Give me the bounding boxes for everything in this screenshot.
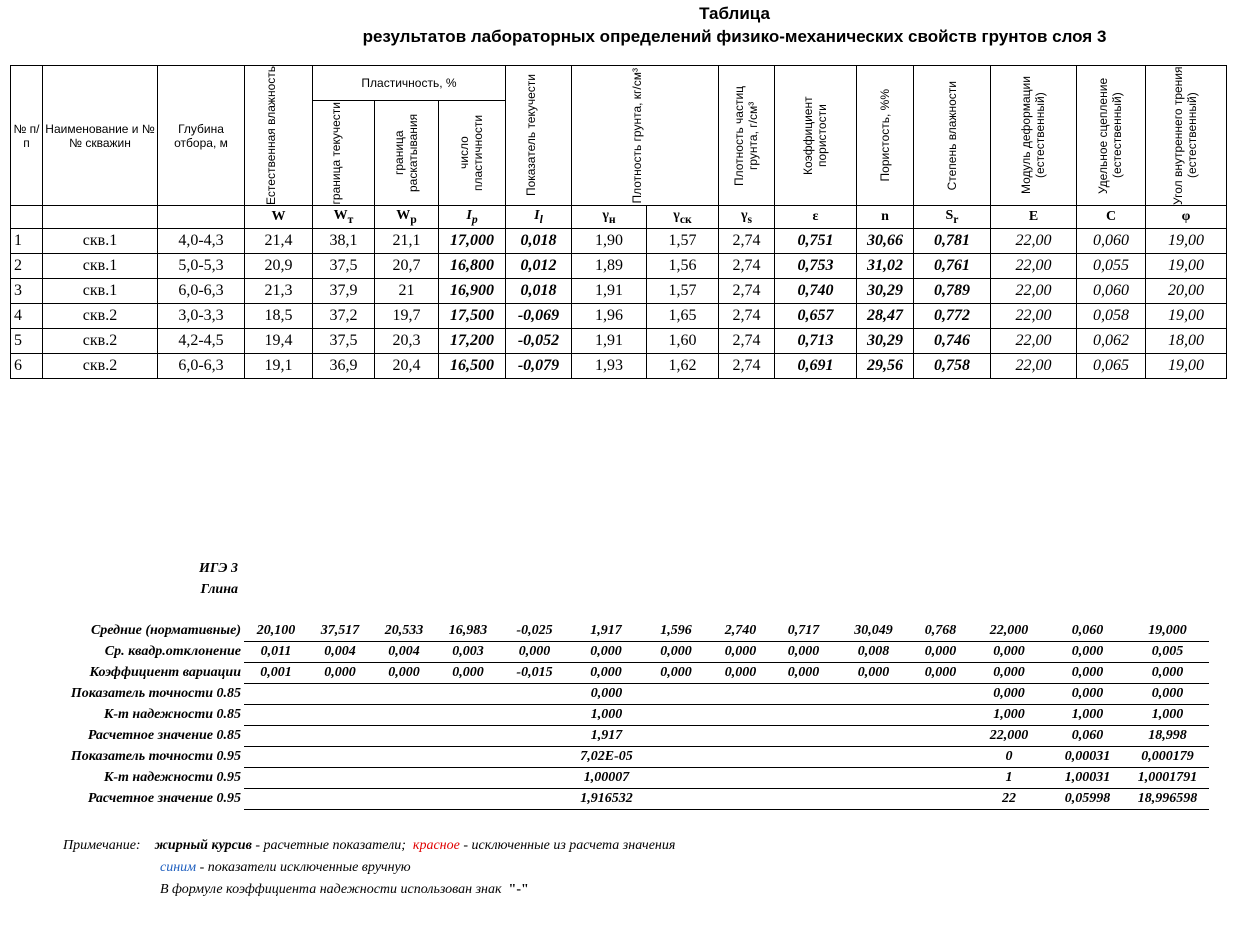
stats-value: 0,768: [912, 621, 969, 642]
stats-value: 0,000: [1049, 642, 1126, 663]
table-cell: 4: [11, 304, 43, 329]
table-cell: 30,66: [857, 229, 914, 254]
stats-value: 16,983: [436, 621, 500, 642]
table-cell: 22,00: [991, 304, 1077, 329]
table-cell: 20,7: [375, 254, 439, 279]
stats-value: -0,025: [500, 621, 569, 642]
table-cell: 16,800: [439, 254, 506, 279]
sym-il: $I_l$: [506, 206, 572, 229]
table-cell: 1,57: [647, 279, 719, 304]
table-cell: 0,065: [1077, 354, 1146, 379]
table-cell: -0,069: [506, 304, 572, 329]
table-cell: 1,65: [647, 304, 719, 329]
table-cell: 6,0-6,3: [158, 354, 245, 379]
stats-row: [10, 726, 1209, 747]
stats-value: 0,000: [709, 663, 772, 684]
table-cell: 20,00: [1146, 279, 1227, 304]
header-cohesion: Удельное сцепление (естественный): [1077, 66, 1146, 206]
stats-label: Средние (нормативные): [90, 623, 241, 639]
note-prefix: Примечание:: [63, 838, 141, 853]
stats-density-value: 7,02E-05: [244, 747, 969, 768]
header-particle-density: Плотность частиц грунта, г/см³: [719, 66, 775, 206]
table-cell: 6,0-6,3: [158, 279, 245, 304]
table-cell: 5,0-5,3: [158, 254, 245, 279]
table-cell: 6: [11, 354, 43, 379]
table-cell: 19,4: [245, 329, 313, 354]
stats-value: 1,917: [569, 621, 643, 642]
stats-row: [10, 663, 1209, 684]
table-row: [11, 329, 1227, 354]
stats-value: 22,000: [969, 621, 1049, 642]
table-cell: скв.1: [43, 279, 158, 304]
table-cell: 1,96: [572, 304, 647, 329]
sym-gs: $\gamma_s$: [719, 206, 775, 229]
stats-label: Расчетное значение 0.85: [87, 728, 241, 743]
stats-label: К-т надежности 0.95: [103, 770, 241, 785]
header-porosity-coef: Коэффициент пористости: [775, 66, 857, 206]
stats-value: 0,005: [1126, 642, 1209, 663]
stats-value: 18,998: [1126, 726, 1209, 747]
stats-value: 19,000: [1126, 621, 1209, 642]
table-cell: 19,1: [245, 354, 313, 379]
stats-value: 0,717: [772, 621, 835, 642]
stats-value: 0,000: [709, 642, 772, 663]
table-cell: 1,91: [572, 279, 647, 304]
table-cell: 37,2: [313, 304, 375, 329]
table-cell: 19,00: [1146, 254, 1227, 279]
results-table: [10, 65, 1227, 379]
table-cell: 37,5: [313, 329, 375, 354]
stats-value: 0,000: [772, 663, 835, 684]
table-cell: 22,00: [991, 354, 1077, 379]
stats-label: Ср. квадр.отклонение: [104, 644, 241, 659]
table-cell: 0,740: [775, 279, 857, 304]
table-cell: -0,052: [506, 329, 572, 354]
table-cell: 0,758: [914, 354, 991, 379]
stats-value: 0,000: [500, 642, 569, 663]
note-formula: В формуле коэффициента надежности использован знак: [160, 882, 502, 897]
note-red-desc: - исключенные из расчета значения: [459, 838, 676, 853]
table-cell: 21: [375, 279, 439, 304]
table-cell: 0,713: [775, 329, 857, 354]
table-cell: 0,060: [1077, 229, 1146, 254]
table-cell: 21,3: [245, 279, 313, 304]
note-line-1: [63, 838, 675, 854]
table-cell: 29,56: [857, 354, 914, 379]
table-cell: 28,47: [857, 304, 914, 329]
sym-C: C: [1077, 206, 1146, 229]
header-wp: граница раскатывания: [375, 101, 439, 206]
table-cell: 1,91: [572, 329, 647, 354]
stats-value: 0,000: [969, 684, 1049, 705]
stats-value: 0,000: [372, 663, 436, 684]
table-cell: 0,772: [914, 304, 991, 329]
table-cell: 0,781: [914, 229, 991, 254]
stats-value: 30,049: [835, 621, 912, 642]
table-cell: 17,200: [439, 329, 506, 354]
table-cell: 2,74: [719, 329, 775, 354]
header-num: № п/п: [11, 66, 43, 206]
table-cell: 3,0-3,3: [158, 304, 245, 329]
table-cell: 22,00: [991, 329, 1077, 354]
table-cell: 4,0-4,3: [158, 229, 245, 254]
table-cell: 0,761: [914, 254, 991, 279]
table-cell: 0,012: [506, 254, 572, 279]
stats-value: 0,000: [772, 642, 835, 663]
stats-value: 22: [969, 789, 1049, 810]
table-cell: 0,751: [775, 229, 857, 254]
table-cell: 0,055: [1077, 254, 1146, 279]
stats-label: Расчетное значение 0.95: [87, 791, 241, 806]
note-blue-desc: - показатели исключенные вручную: [196, 860, 411, 875]
stats-value: 20,100: [244, 621, 308, 642]
stats-value: 22,000: [969, 726, 1049, 747]
table-cell: 2,74: [719, 254, 775, 279]
sym-E: E: [991, 206, 1077, 229]
table-cell: 1,56: [647, 254, 719, 279]
stats-value: 18,996598: [1126, 789, 1209, 810]
stats-density-value: 1,917: [244, 726, 969, 747]
header-il: Показатель текучести: [506, 66, 572, 206]
stats-value: 0,000: [835, 663, 912, 684]
header-ip: число пластичности: [439, 101, 506, 206]
stats-value: 0,000: [912, 642, 969, 663]
stats-value: 0,05998: [1049, 789, 1126, 810]
table-cell: 21,4: [245, 229, 313, 254]
header-well: Наименование и №№ скважин: [43, 66, 158, 206]
header-plasticity: Пластичность, %: [313, 66, 506, 101]
table-cell: 20,3: [375, 329, 439, 354]
table-cell: 0,691: [775, 354, 857, 379]
stats-value: 0,000: [643, 663, 709, 684]
note-sign: "-": [508, 882, 529, 897]
stats-row: [10, 705, 1209, 726]
stats-value: 0,000179: [1126, 747, 1209, 768]
table-cell: 1,90: [572, 229, 647, 254]
stats-value: 1,0001791: [1126, 768, 1209, 789]
table-subtitle: результатов лабораторных определений физико-механических свойств грунтов слоя 3: [362, 27, 1107, 46]
table-cell: 0,018: [506, 229, 572, 254]
table-row: [11, 304, 1227, 329]
stats-row: [10, 768, 1209, 789]
stats-value: 0,060: [1049, 726, 1126, 747]
stats-row: [10, 642, 1209, 663]
stats-row: [10, 747, 1209, 768]
stats-density-value: 1,000: [244, 705, 969, 726]
stats-value: 0,004: [308, 642, 372, 663]
sym-ip: $I_p$: [439, 206, 506, 229]
stats-value: 0,000: [569, 663, 643, 684]
table-cell: 2: [11, 254, 43, 279]
stats-value: 0,000: [969, 642, 1049, 663]
header-porosity: Пористость, %%: [857, 66, 914, 206]
table-cell: 1,62: [647, 354, 719, 379]
stats-value: 1,000: [1126, 705, 1209, 726]
stats-value: 37,517: [308, 621, 372, 642]
stats-value: 0,000: [912, 663, 969, 684]
table-cell: 22,00: [991, 279, 1077, 304]
table-cell: 19,00: [1146, 229, 1227, 254]
stats-value: -0,015: [500, 663, 569, 684]
table-cell: 0,657: [775, 304, 857, 329]
table-cell: скв.1: [43, 254, 158, 279]
table-cell: 38,1: [313, 229, 375, 254]
table-cell: 1,60: [647, 329, 719, 354]
header-depth: Глубина отбора, м: [158, 66, 245, 206]
stats-value: 1,000: [1049, 705, 1126, 726]
table-cell: 19,00: [1146, 354, 1227, 379]
header-saturation: Степень влажности: [914, 66, 991, 206]
table-row: [11, 229, 1227, 254]
table-cell: 1: [11, 229, 43, 254]
stats-value: 0: [969, 747, 1049, 768]
table-cell: 2,74: [719, 354, 775, 379]
stats-value: 0,000: [969, 663, 1049, 684]
stats-label: Показатель точности 0.85: [70, 686, 241, 701]
stats-value: 0,000: [1126, 663, 1209, 684]
stats-label: Коэффициент вариации: [89, 665, 241, 680]
table-cell: -0,079: [506, 354, 572, 379]
table-cell: 0,058: [1077, 304, 1146, 329]
stats-value: 0,000: [436, 663, 500, 684]
note-bold-text: жирный курсив: [154, 838, 252, 853]
table-cell: 17,000: [439, 229, 506, 254]
stats-value: 0,000: [569, 642, 643, 663]
stats-value: 0,003: [436, 642, 500, 663]
table-row: [11, 279, 1227, 304]
header-wl: граница текучести: [313, 101, 375, 206]
note-blue-text: синим: [160, 860, 197, 875]
table-cell: скв.2: [43, 354, 158, 379]
sym-sr: $S_r$: [914, 206, 991, 229]
table-cell: 0,753: [775, 254, 857, 279]
stats-row: [10, 621, 1209, 642]
table-cell: скв.2: [43, 329, 158, 354]
stats-label: Показатель точности 0.95: [70, 749, 241, 764]
stats-value: 0,000: [1126, 684, 1209, 705]
table-cell: 20,9: [245, 254, 313, 279]
stats-value: 0,000: [643, 642, 709, 663]
stats-value: 1: [969, 768, 1049, 789]
stats-value: 0,008: [835, 642, 912, 663]
note-line-3: [160, 882, 529, 898]
stats-row: [10, 684, 1209, 705]
table-cell: 30,29: [857, 279, 914, 304]
table-cell: 37,5: [313, 254, 375, 279]
table-cell: 3: [11, 279, 43, 304]
table-cell: 1,93: [572, 354, 647, 379]
header-density: Плотность грунта, кг/см³: [572, 66, 719, 206]
stats-value: 1,000: [969, 705, 1049, 726]
sym-n: n: [857, 206, 914, 229]
stats-density-value: 0,000: [244, 684, 969, 705]
table-cell: 1,89: [572, 254, 647, 279]
table-cell: 16,900: [439, 279, 506, 304]
header-modulus: Модуль деформации (естественный): [991, 66, 1077, 206]
stats-value: 0,00031: [1049, 747, 1126, 768]
table-cell: 0,060: [1077, 279, 1146, 304]
table-cell: 19,7: [375, 304, 439, 329]
table-row: [11, 354, 1227, 379]
sym-phi: φ: [1146, 206, 1227, 229]
table-cell: 0,018: [506, 279, 572, 304]
stats-value: 2,740: [709, 621, 772, 642]
stats-value: 1,00031: [1049, 768, 1126, 789]
table-cell: 21,1: [375, 229, 439, 254]
symbol-row: [11, 206, 1227, 229]
stats-value: 0,001: [244, 663, 308, 684]
soil-type-label: Глина: [200, 582, 238, 597]
table-cell: 18,5: [245, 304, 313, 329]
ige-label: ИГЭ 3: [199, 561, 238, 576]
table-cell: 18,00: [1146, 329, 1227, 354]
stats-value: 0,000: [1049, 684, 1126, 705]
header-friction: Угол внутреннего трения (естественный): [1146, 66, 1227, 206]
table-cell: 2,74: [719, 229, 775, 254]
table-cell: 30,29: [857, 329, 914, 354]
note-bold-desc: - расчетные показатели;: [251, 838, 406, 853]
header-w: Естественная влажность: [245, 66, 313, 206]
table-cell: 19,00: [1146, 304, 1227, 329]
table-cell: 17,500: [439, 304, 506, 329]
sym-w: W: [245, 206, 313, 229]
note-red-text: красное: [412, 838, 460, 853]
stats-value: 1,596: [643, 621, 709, 642]
stats-value: 0,000: [1049, 663, 1126, 684]
table-cell: 22,00: [991, 254, 1077, 279]
table-cell: 4,2-4,5: [158, 329, 245, 354]
stats-density-value: 1,916532: [244, 789, 969, 810]
table-cell: скв.1: [43, 229, 158, 254]
table-cell: 20,4: [375, 354, 439, 379]
sym-gsk: $\gamma_{ск}$: [647, 206, 719, 229]
table-title: Таблица: [699, 4, 770, 23]
table-cell: 31,02: [857, 254, 914, 279]
stats-value: 0,000: [308, 663, 372, 684]
table-cell: 16,500: [439, 354, 506, 379]
stats-label: К-т надежности 0.85: [103, 707, 241, 722]
table-cell: 5: [11, 329, 43, 354]
sym-e: ε: [775, 206, 857, 229]
note-line-2: [160, 860, 411, 876]
table-cell: скв.2: [43, 304, 158, 329]
stats-density-value: 1,00007: [244, 768, 969, 789]
table-cell: 22,00: [991, 229, 1077, 254]
stats-value: 0,004: [372, 642, 436, 663]
stats-value: 20,533: [372, 621, 436, 642]
sym-wl: $W_т$: [313, 206, 375, 229]
statistics-table: [10, 621, 1209, 810]
table-cell: 0,062: [1077, 329, 1146, 354]
sym-wp: $W_p$: [375, 206, 439, 229]
stats-row: [10, 789, 1209, 810]
sym-gn: $\gamma_н$: [572, 206, 647, 229]
table-cell: 37,9: [313, 279, 375, 304]
stats-value: 0,011: [244, 642, 308, 663]
stats-value: 0,060: [1049, 621, 1126, 642]
table-cell: 2,74: [719, 279, 775, 304]
table-cell: 2,74: [719, 304, 775, 329]
table-row: [11, 254, 1227, 279]
table-cell: 36,9: [313, 354, 375, 379]
table-cell: 0,746: [914, 329, 991, 354]
table-cell: 0,789: [914, 279, 991, 304]
table-cell: 1,57: [647, 229, 719, 254]
